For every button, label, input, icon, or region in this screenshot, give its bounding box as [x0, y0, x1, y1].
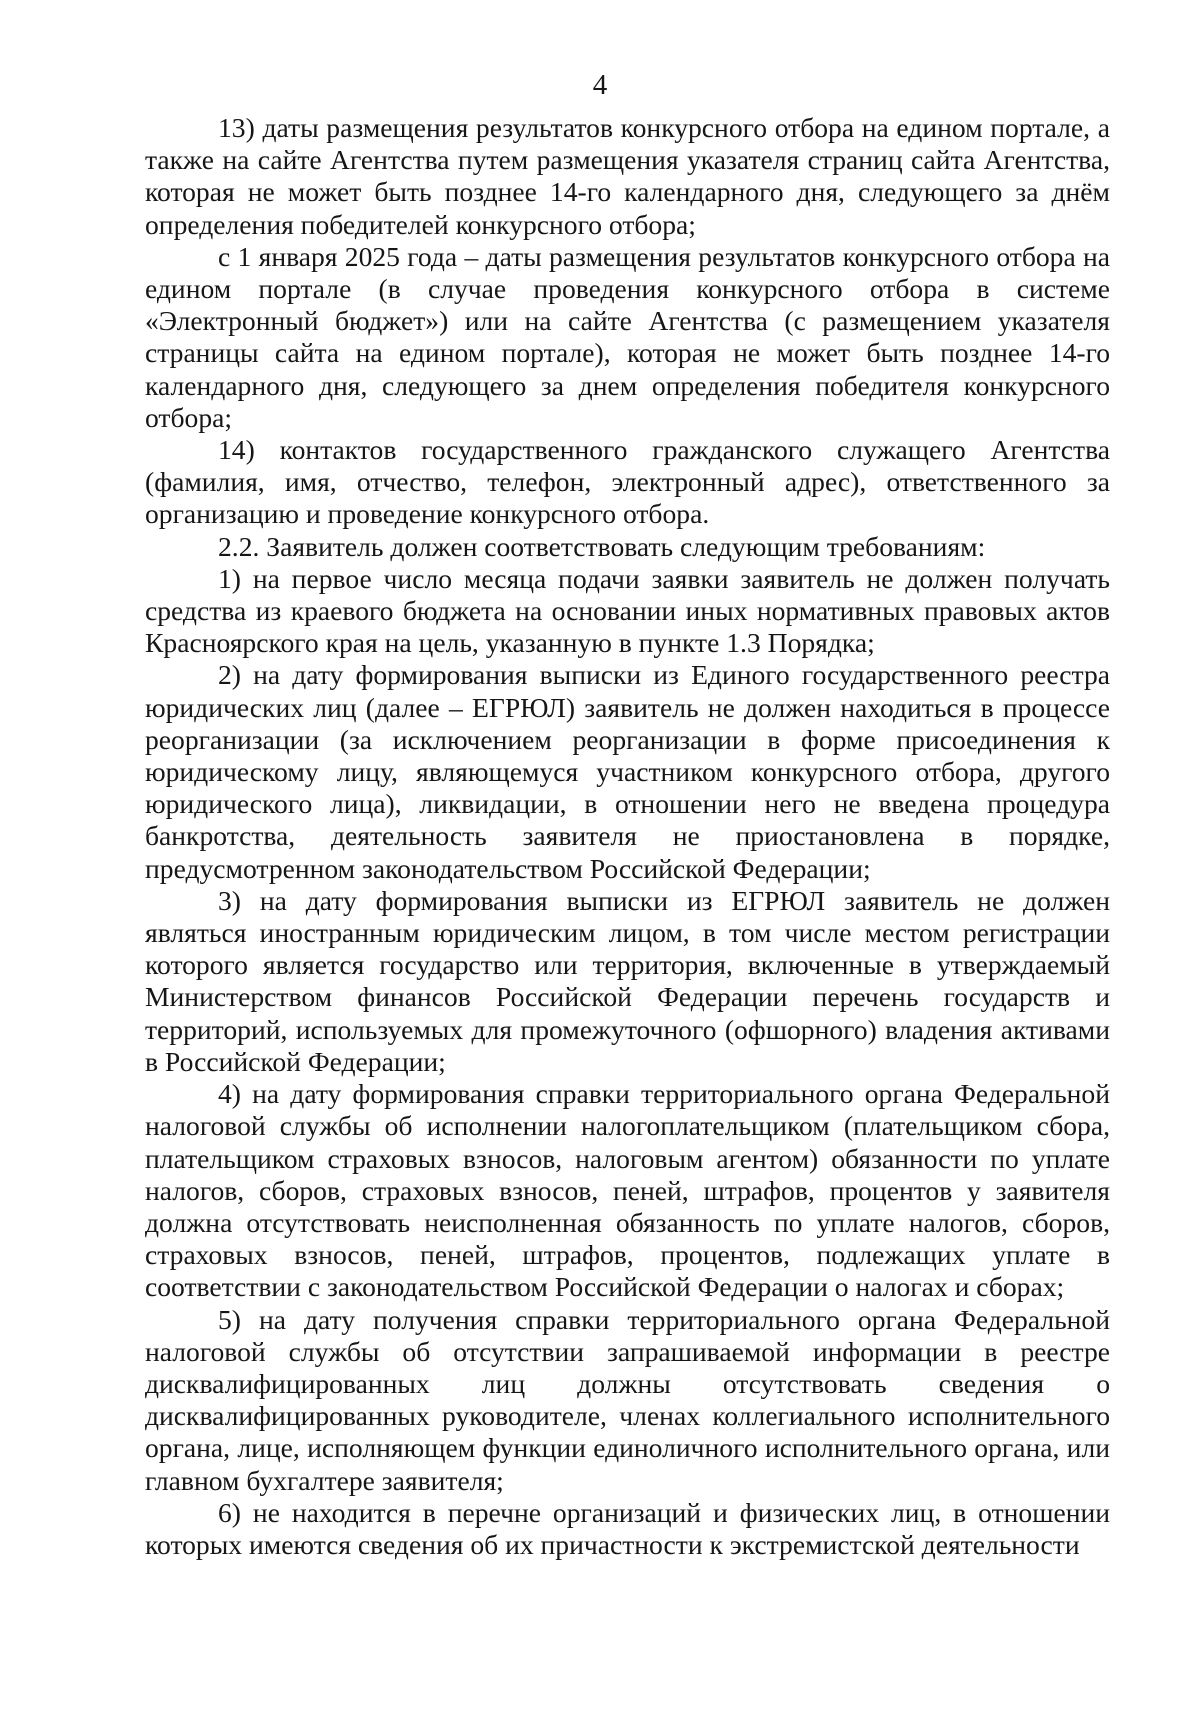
page-number: 4 [592, 69, 608, 101]
paragraph-requirement-6: 6) не находится в перечне организаций и физических лиц, в отношении которых имеются сведения об их причастности к экстремистской деятельности [145, 1496, 1110, 1560]
paragraph-requirement-3: 3) на дату формирования выписки из ЕГРЮЛ заявитель не должен являться иностранным юридическим лицом, в том числе местом регистрации которого является государство или территория, включенные в утверждаемый Министерством финансов Российской Федерации перечень государств и территорий, используемых для промежуточного (офшорного) владения активами в Российской Федерации; [145, 884, 1110, 1077]
document-body [145, 112, 1110, 1561]
paragraph-requirement-2: 2) на дату формирования выписки из Единого государственного реестра юридических лиц (далее – ЕГРЮЛ) заявитель не должен находиться в процессе реорганизации (за исключением реорганизации в форме присоединения к юридическому лицу, являющемуся участником конкурсного отбора, другого юридического лица), ликвидации, в отношении него не введена процедура банкротства, деятельность заявителя не приостановлена в порядке, предусмотренном законодательством Российской Федерации; [145, 659, 1110, 884]
paragraph-section-2-2: 2.2. Заявитель должен соответствовать следующим требованиям: [218, 530, 986, 562]
paragraph-requirement-1: 1) на первое число месяца подачи заявки заявитель не должен получать средства из краевого бюджета на основании иных нормативных правовых актов Красноярского края на цель, указанную в пункте 1.3 Порядка; [145, 562, 1110, 659]
paragraph-requirement-4: 4) на дату формирования справки территориального органа Федеральной налоговой службы об исполнении налогоплательщиком (плательщиком сбора, плательщиком страховых взносов, налоговым агентом) обязанности по уплате налогов, сборов, страховых взносов, пеней, штрафов, процентов у заявителя должна отсутствовать неисполненная обязанность по уплате налогов, сборов, страховых взносов, пеней, штрафов, процентов, подлежащих уплате в соответствии с законодательством Российской Федерации о налогах и сборах; [145, 1078, 1110, 1303]
paragraph-item-13: 13) даты размещения результатов конкурсного отбора на едином портале, а также на сайте Агентства путем размещения указателя страниц сайта Агентства, которая не может быть позднее 14-го календарного дня, следующего за днём определения победителей конкурсного отбора; [145, 112, 1110, 240]
paragraph-from-2025: с 1 января 2025 года – даты размещения результатов конкурсного отбора на едином портале (в случае проведения конкурсного отбора в системе «Электронный бюджет») или на сайте Агентства (с размещением указателя страницы сайта на едином портале), которая не может быть позднее 14-го календарного дня, следующего за днем определения победителя конкурсного отбора; [145, 240, 1110, 433]
paragraph-requirement-5: 5) на дату получения справки территориального органа Федеральной налоговой службы об отсутствии запрашиваемой информации в реестре дисквалифицированных лиц должны отсутствовать сведения о дисквалифицированных руководителе, членах коллегиального исполнительного органа, лице, исполняющем функции единоличного исполнительного органа, или главном бухгалтере заявителя; [145, 1303, 1110, 1496]
paragraph-item-14: 14) контактов государственного гражданского служащего Агентства (фамилия, имя, отчество, телефон, электронный адрес), ответственного за организацию и проведение конкурсного отбора. [145, 434, 1110, 530]
